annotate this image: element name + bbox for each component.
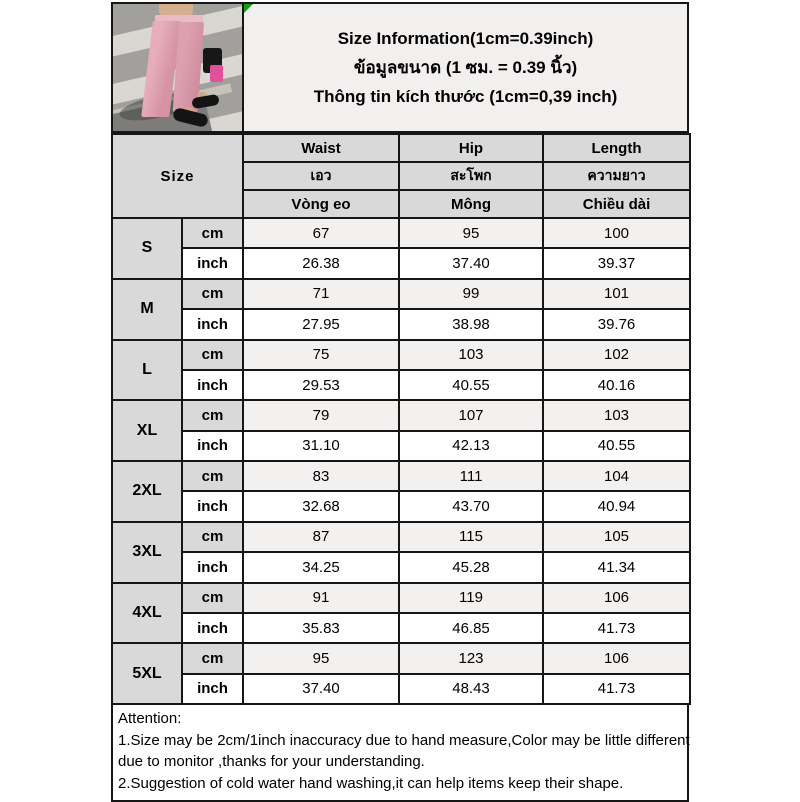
length-cm-value: 105: [543, 522, 690, 552]
table-row-inch: [112, 248, 690, 278]
waist-inch-value: 37.40: [243, 674, 399, 704]
length-cm-value: 106: [543, 643, 690, 673]
unit-label-cm: cm: [182, 340, 243, 370]
table-row-inch: [112, 674, 690, 704]
hip-inch-value: 38.98: [399, 309, 543, 339]
size-label-xl: XL: [112, 400, 182, 461]
table-row-cm: [112, 583, 690, 613]
length-inch-value: 39.37: [543, 248, 690, 278]
length-inch-value: 39.76: [543, 309, 690, 339]
col-header-length-th: ความยาว: [543, 162, 690, 190]
size-header-cell: Size: [112, 134, 243, 218]
length-inch-value: 40.94: [543, 491, 690, 521]
length-cm-value: 101: [543, 279, 690, 309]
hip-cm-value: 99: [399, 279, 543, 309]
hip-cm-value: 95: [399, 218, 543, 248]
title-thai: ข้อมูลขนาด (1 ซม. = 0.39 นิ้ว): [353, 58, 578, 77]
waist-cm-value: 67: [243, 218, 399, 248]
table-row-inch: [112, 491, 690, 521]
table-row-cm: [112, 461, 690, 491]
table-row-inch: [112, 431, 690, 461]
waist-inch-value: 26.38: [243, 248, 399, 278]
waist-cm-value: 95: [243, 643, 399, 673]
unit-label-inch: inch: [182, 370, 243, 400]
col-header-hip-th: สะโพก: [399, 162, 543, 190]
size-label-4xl: 4XL: [112, 583, 182, 644]
hip-cm-value: 123: [399, 643, 543, 673]
hip-cm-value: 115: [399, 522, 543, 552]
waist-inch-value: 35.83: [243, 613, 399, 643]
length-cm-value: 103: [543, 400, 690, 430]
unit-label-inch: inch: [182, 309, 243, 339]
waist-cm-value: 83: [243, 461, 399, 491]
size-label-5xl: 5XL: [112, 643, 182, 704]
size-label-2xl: 2XL: [112, 461, 182, 522]
hip-inch-value: 48.43: [399, 674, 543, 704]
header-row-english: [112, 134, 690, 162]
table-row-cm: [112, 643, 690, 673]
hip-inch-value: 46.85: [399, 613, 543, 643]
waist-inch-value: 29.53: [243, 370, 399, 400]
length-cm-value: 106: [543, 583, 690, 613]
col-header-length-en: Length: [543, 134, 690, 162]
attention-line-2: 2.Suggestion of cold water hand washing,it can help items keep their shape.: [118, 774, 624, 792]
length-cm-value: 104: [543, 461, 690, 491]
hip-inch-value: 43.70: [399, 491, 543, 521]
waist-cm-value: 91: [243, 583, 399, 613]
unit-label-inch: inch: [182, 248, 243, 278]
size-chart-sheet: [111, 2, 689, 802]
table-row-cm: [112, 522, 690, 552]
hip-cm-value: 103: [399, 340, 543, 370]
col-header-length-vi: Chiều dài: [543, 190, 690, 218]
hip-inch-value: 45.28: [399, 552, 543, 582]
length-inch-value: 40.55: [543, 431, 690, 461]
length-cm-value: 102: [543, 340, 690, 370]
table-row-cm: [112, 279, 690, 309]
col-header-hip-en: Hip: [399, 134, 543, 162]
size-label-s: S: [112, 218, 182, 279]
product-photo: [111, 2, 244, 133]
top-section: [111, 2, 689, 133]
title-english: Size Information(1cm=0.39inch): [337, 29, 594, 48]
waist-cm-value: 87: [243, 522, 399, 552]
col-header-waist-th: เอว: [243, 162, 399, 190]
unit-label-inch: inch: [182, 431, 243, 461]
unit-label-inch: inch: [182, 674, 243, 704]
col-header-waist-vi: Vòng eo: [243, 190, 399, 218]
unit-label-inch: inch: [182, 613, 243, 643]
unit-label-cm: cm: [182, 218, 243, 248]
attention-title: Attention:: [118, 710, 182, 727]
title-box: [244, 2, 689, 133]
green-corner-marker-icon: [244, 4, 253, 13]
hip-inch-value: 37.40: [399, 248, 543, 278]
length-cm-value: 100: [543, 218, 690, 248]
attention-box: [111, 705, 689, 802]
unit-label-cm: cm: [182, 583, 243, 613]
waist-inch-value: 31.10: [243, 431, 399, 461]
unit-label-inch: inch: [182, 552, 243, 582]
waist-inch-value: 34.25: [243, 552, 399, 582]
length-inch-value: 41.73: [543, 613, 690, 643]
waist-cm-value: 75: [243, 340, 399, 370]
attention-line-1-cont: due to monitor ,thanks for your understanding.: [118, 753, 425, 770]
unit-label-cm: cm: [182, 643, 243, 673]
attention-line-1: 1.Size may be 2cm/1inch inaccuracy due to hand measure,Color may be little different: [118, 731, 690, 749]
hip-cm-value: 107: [399, 400, 543, 430]
waist-inch-value: 32.68: [243, 491, 399, 521]
size-table: [111, 133, 691, 705]
table-row-cm: [112, 218, 690, 248]
table-row-cm: [112, 400, 690, 430]
waist-cm-value: 71: [243, 279, 399, 309]
hip-cm-value: 111: [399, 461, 543, 491]
table-row-inch: [112, 552, 690, 582]
table-row-inch: [112, 309, 690, 339]
col-header-hip-vi: Mông: [399, 190, 543, 218]
length-inch-value: 40.16: [543, 370, 690, 400]
size-label-m: M: [112, 279, 182, 340]
table-row-cm: [112, 340, 690, 370]
table-row-inch: [112, 613, 690, 643]
size-label-3xl: 3XL: [112, 522, 182, 583]
unit-label-cm: cm: [182, 461, 243, 491]
unit-label-cm: cm: [182, 400, 243, 430]
hip-inch-value: 42.13: [399, 431, 543, 461]
size-label-l: L: [112, 340, 182, 401]
pink-bag-accent: [210, 65, 223, 82]
waist-cm-value: 79: [243, 400, 399, 430]
unit-label-cm: cm: [182, 279, 243, 309]
hip-cm-value: 119: [399, 583, 543, 613]
title-vietnamese: Thông tin kích thước (1cm=0,39 inch): [313, 87, 618, 106]
col-header-waist-en: Waist: [243, 134, 399, 162]
length-inch-value: 41.34: [543, 552, 690, 582]
unit-label-cm: cm: [182, 522, 243, 552]
length-inch-value: 41.73: [543, 674, 690, 704]
hip-inch-value: 40.55: [399, 370, 543, 400]
unit-label-inch: inch: [182, 491, 243, 521]
waist-inch-value: 27.95: [243, 309, 399, 339]
table-row-inch: [112, 370, 690, 400]
